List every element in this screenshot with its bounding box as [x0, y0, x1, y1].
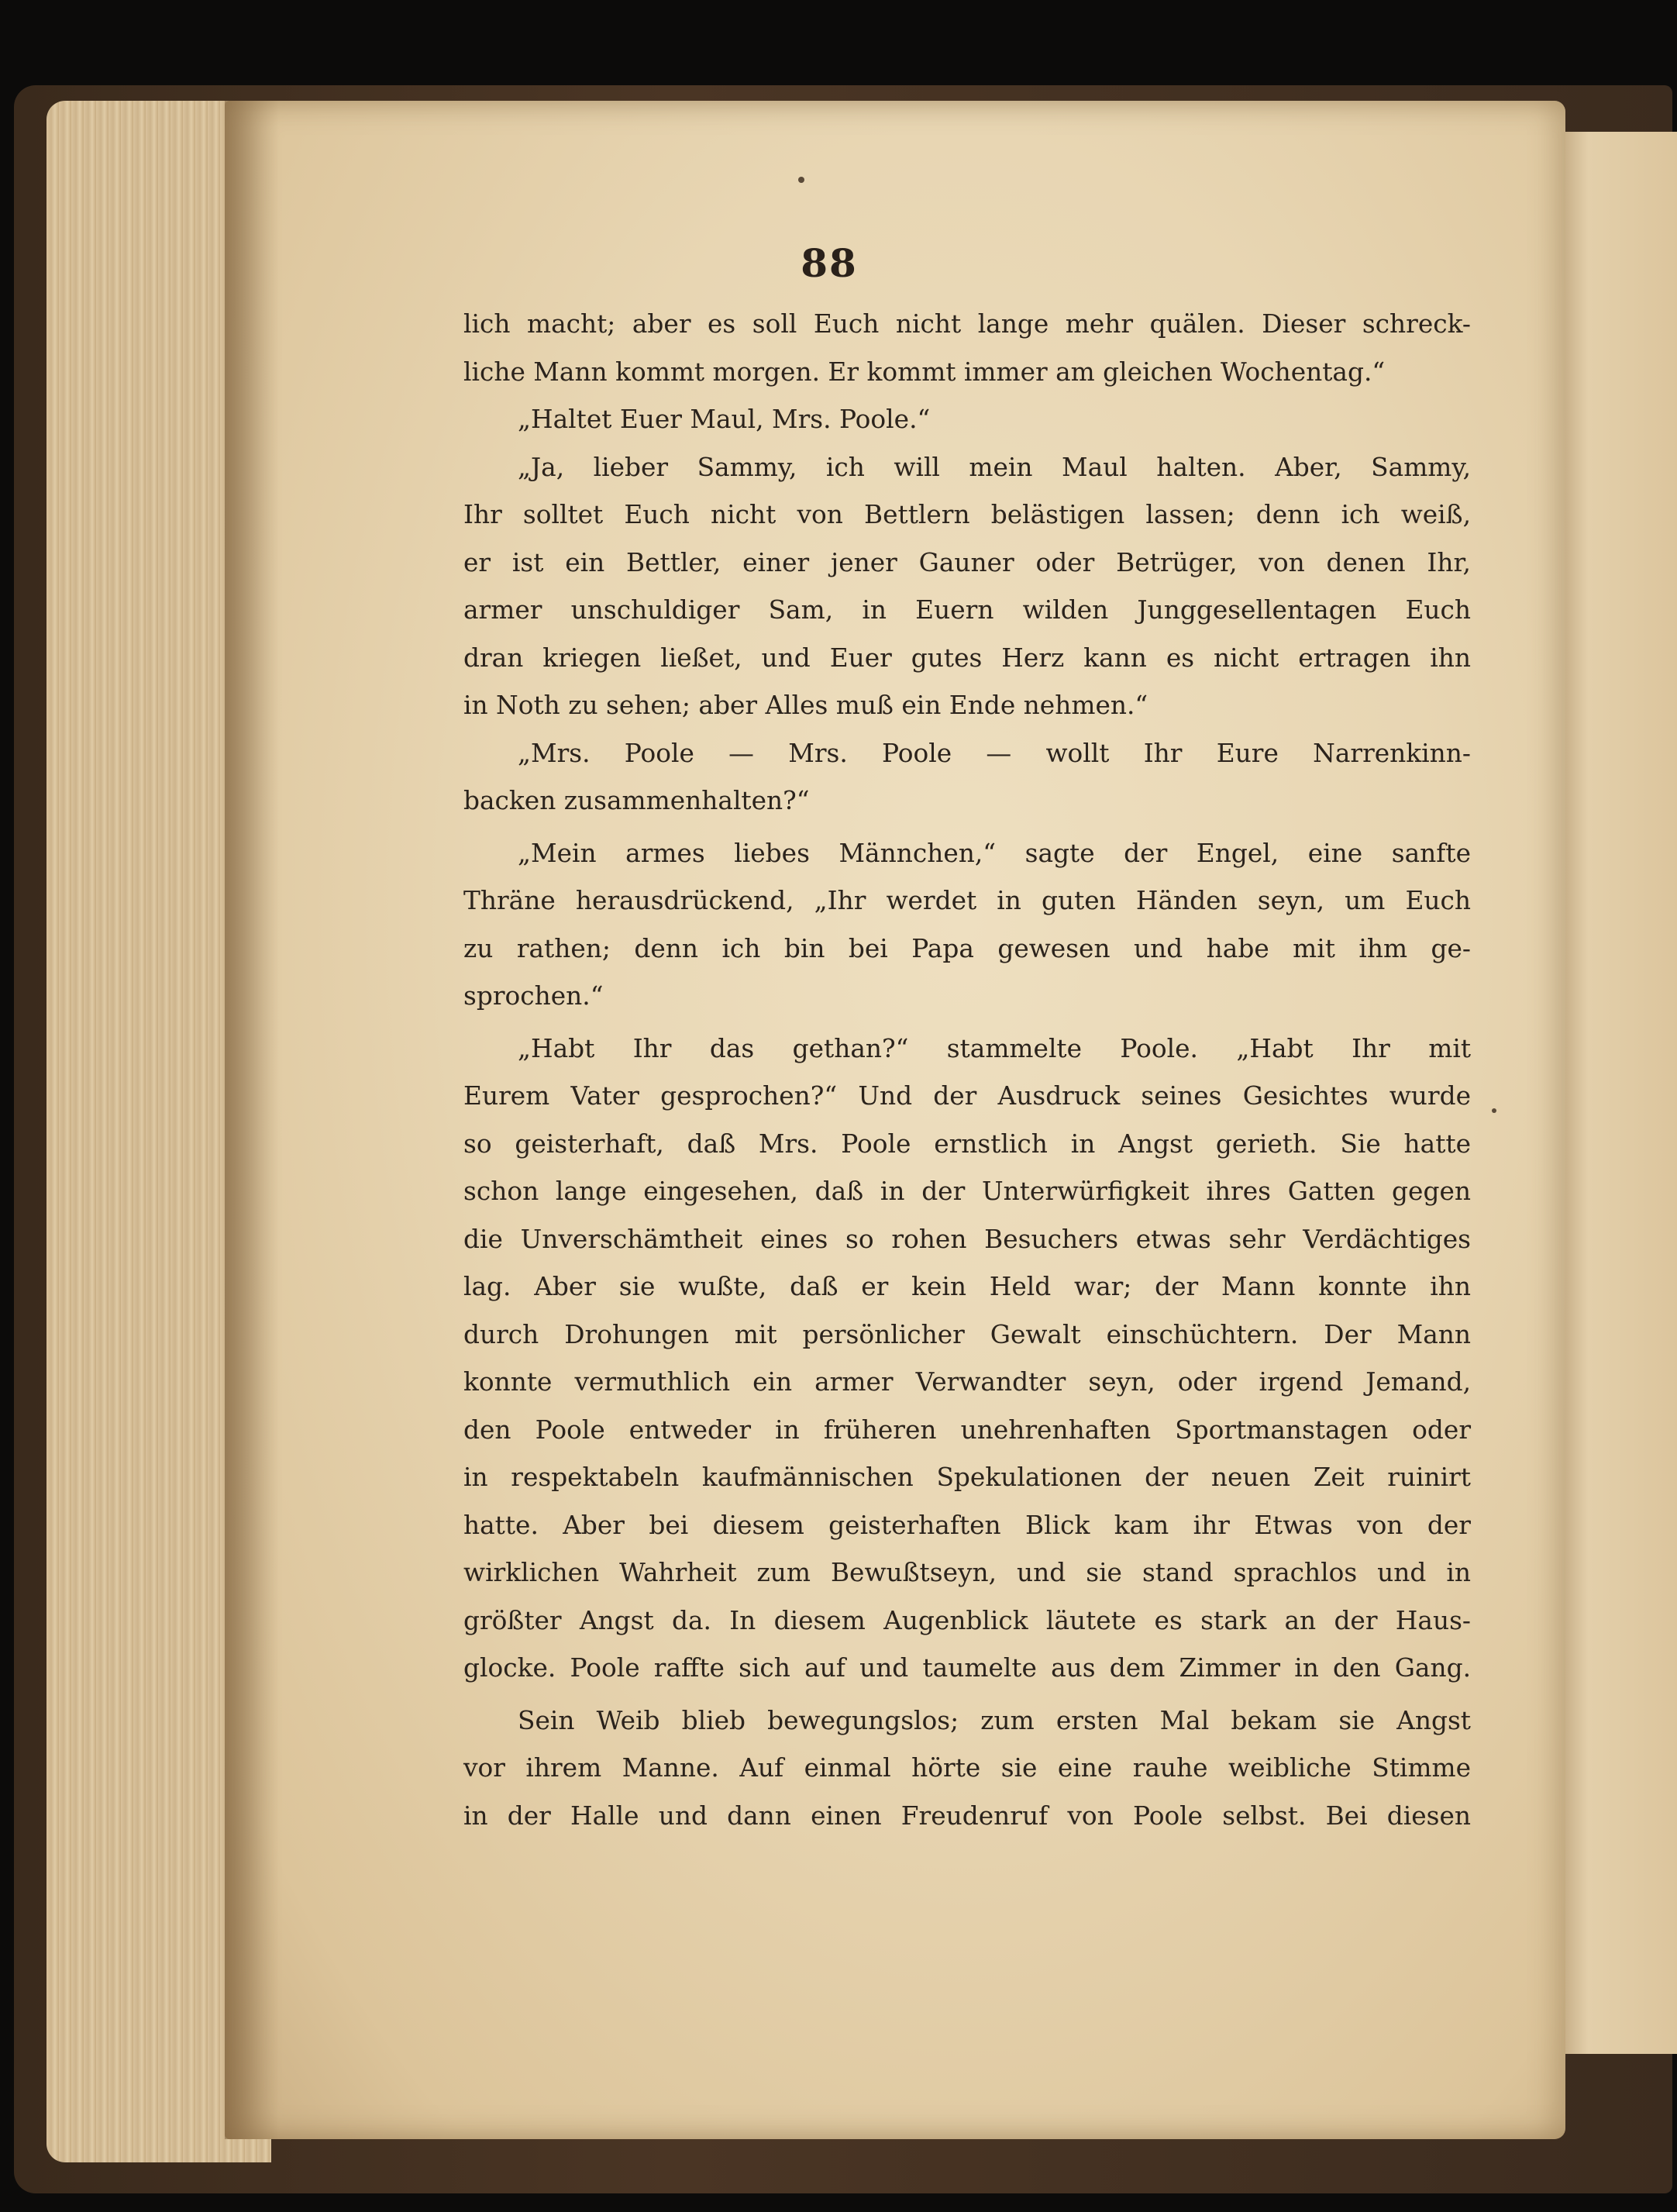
text-line: „Mrs. Poole — Mrs. Poole — wollt Ihr Eure Narrenkinn- [518, 738, 1471, 768]
text-line: in respektabeln kaufmännischen Spekulationen der neuen Zeit ruinirt [463, 1463, 1471, 1492]
text-line: den Poole entweder in früheren unehrenhaften Sportmanstagen oder [463, 1414, 1471, 1445]
text-line: Thräne herausdrückend, „Ihr werdet in guten Händen seyn, um Euch [463, 886, 1471, 915]
text-line: er ist ein Bettler, einer jener Gauner oder Betrüger, von denen Ihr, [463, 547, 1471, 577]
text-line: backen zusammenhalten?“ [463, 786, 810, 815]
text-line: armer unschuldiger Sam, in Euern wilden Junggesellentagen Euch [463, 595, 1471, 625]
text-line: in der Halle und dann einen Freudenruf von Poole selbst. Bei diesen [463, 1800, 1471, 1831]
text-line: schon lange eingesehen, daß in der Unterwürfigkeit ihres Gatten gegen [463, 1177, 1471, 1206]
ink-spot [798, 177, 804, 183]
text-line: liche Mann kommt morgen. Er kommt immer am gleichen Wochentag.“ [463, 357, 1386, 387]
text-line: lag. Aber sie wußte, daß er kein Held war; der Mann konnte ihn [463, 1272, 1471, 1301]
text-line: Sein Weib blieb bewegungslos; zum ersten Mal bekam sie Angst [518, 1705, 1471, 1735]
facing-page-edge [1550, 132, 1677, 2054]
text-line: zu rathen; denn ich bin bei Papa gewesen und habe mit ihm ge- [463, 933, 1471, 963]
text-line: „Habt Ihr das gethan?“ stammelte Poole. „Habt Ihr mit [518, 1033, 1471, 1063]
text-line: in Noth zu sehen; aber Alles muß ein Ende nehmen.“ [463, 691, 1148, 720]
page-number: 88 [801, 240, 858, 286]
text-line: vor ihrem Manne. Auf einmal hörte sie eine rauhe weibliche Stimme [463, 1753, 1471, 1783]
text-line: „Mein armes liebes Männchen,“ sagte der Engel, eine sanfte [518, 838, 1471, 868]
text-line: dran kriegen ließet, und Euer gutes Herz kann es nicht ertragen ihn [463, 643, 1471, 673]
text-line: „Ja, lieber Sammy, ich will mein Maul halten. Aber, Sammy, [518, 452, 1471, 482]
text-line: konnte vermuthlich ein armer Verwandter seyn, oder irgend Jemand, [463, 1367, 1471, 1397]
text-line: hatte. Aber bei diesem geisterhaften Blick kam ihr Etwas von der [463, 1510, 1471, 1540]
text-line: Eurem Vater gesprochen?“ Und der Ausdruck seines Gesichtes wurde [463, 1081, 1471, 1111]
text-line: Ihr solltet Euch nicht von Bettlern belästigen lassen; denn ich weiß, [463, 500, 1471, 529]
text-line: durch Drohungen mit persönlicher Gewalt einschüchtern. Der Mann [463, 1319, 1471, 1349]
text-line: „Haltet Euer Maul, Mrs. Poole.“ [518, 405, 931, 434]
text-line: glocke. Poole raffte sich auf und taumelte aus dem Zimmer in den Gang. [463, 1653, 1471, 1683]
text-line: größter Angst da. In diesem Augenblick läutete es stark an der Haus- [463, 1605, 1471, 1635]
text-line: so geisterhaft, daß Mrs. Poole ernstlich in Angst gerieth. Sie hatte [463, 1128, 1471, 1159]
ink-spot [1492, 1108, 1496, 1113]
text-line: wirklichen Wahrheit zum Bewußtseyn, und sie stand sprachlos und in [463, 1558, 1471, 1587]
text-line: sprochen.“ [463, 981, 604, 1011]
body-text [463, 301, 1471, 1840]
gutter-shadow [225, 101, 279, 2139]
text-line: die Unverschämtheit eines so rohen Besuchers etwas sehr Verdächtiges [463, 1224, 1471, 1254]
text-line: lich macht; aber es soll Euch nicht lange mehr quälen. Dieser schreck- [463, 309, 1471, 339]
